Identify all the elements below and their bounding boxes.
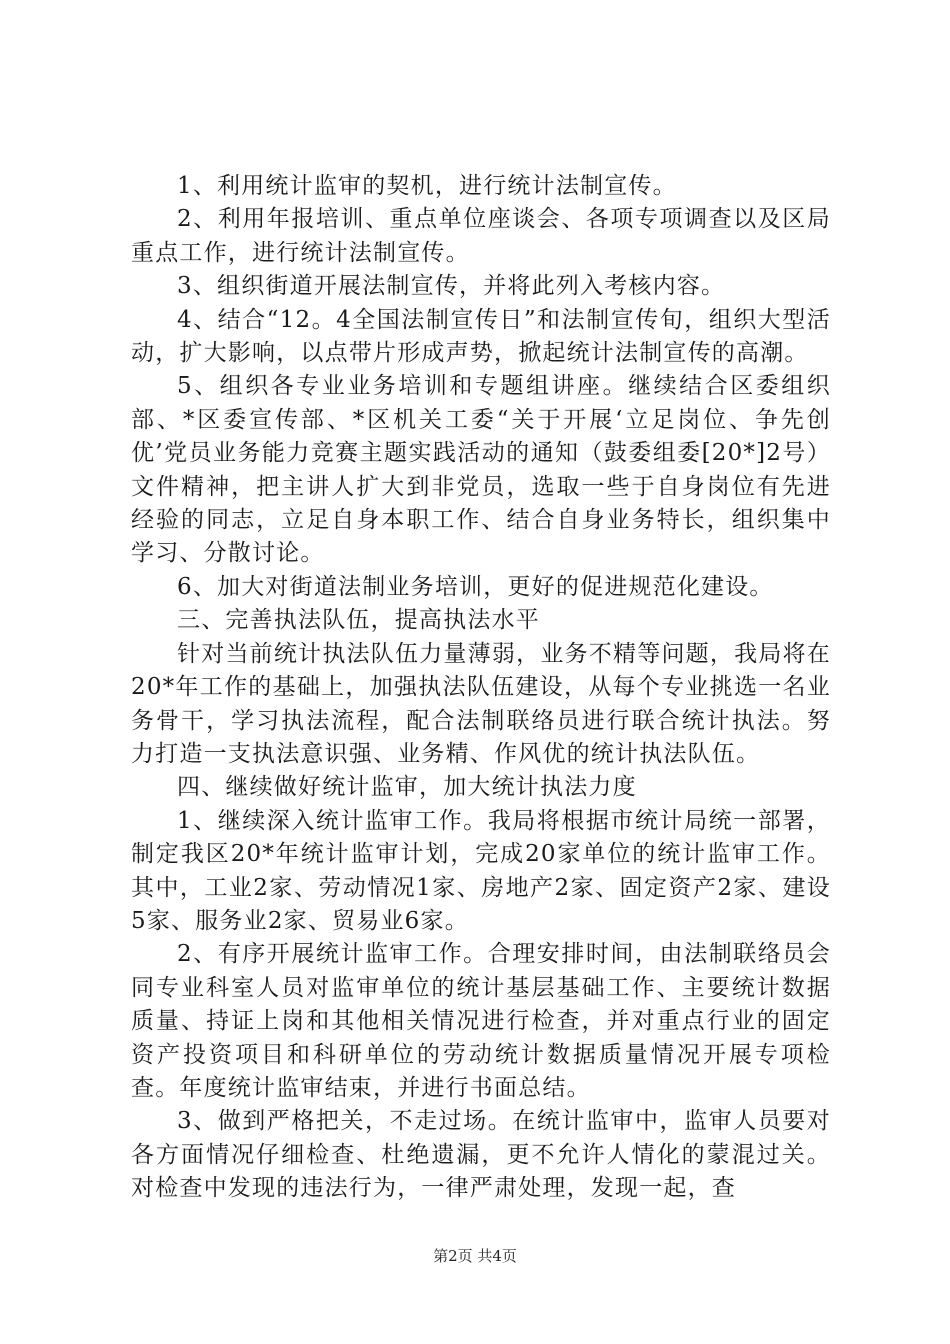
paragraph-audit-2: 2、有序开展统计监审工作。合理安排时间，由法制联络员会同专业科室人员对监审单位的统计基层基础工作、主要统计数据质量、持证上岗和其他相关情况进行检查，并对重点行业的固定资产投资项目和科研单位的劳动统计数据质量情况开展专项检查。年度统计监审结束，并进行书面总结。 bbox=[131, 941, 831, 1101]
paragraph-audit-3: 3、做到严格把关，不走过场。在统计监审中，监审人员要对各方面情况仔细检查、杜绝遗漏，更不允许人情化的蒙混过关。对检查中发现的违法行为，一律严肃处理，发现一起，查 bbox=[131, 1108, 831, 1202]
paragraph-item-2: 2、利用年报培训、重点单位座谈会、各项专项调查以及区局重点工作，进行统计法制宣传。 bbox=[131, 206, 831, 266]
paragraph-audit-1: 1、继续深入统计监审工作。我局将根据市统计局统一部署，制定我区20*年统计监审计划，完成20家单位的统计监审工作。其中，工业2家、劳动情况1家、房地产2家、固定资产2家、建设5家、服务业2家、贸易业6家。 bbox=[131, 807, 831, 934]
document-body bbox=[131, 170, 831, 1206]
paragraph-item-5: 5、组织各专业业务培训和专题组讲座。继续结合区委组织部、*区委宣传部、*区机关工委“关于开展‘立足岗位、争先创优’党员业务能力竞赛主题实践活动的通知（鼓委组委[20*]2号）文件精神，把主讲人扩大到非党员，选取一些于自身岗位有先进经验的同志，立足自身本职工作、结合自身业务特长，组织集中学习、分散讨论。 bbox=[131, 373, 831, 567]
paragraph-law-enforcement-team: 针对当前统计执法队伍力量薄弱，业务不精等问题，我局将在20*年工作的基础上，加强执法队伍建设，从每个专业挑选一名业务骨干，学习执法流程，配合法制联络员进行联合统计执法。努力打造一支执法意识强、业务精、作风优的统计执法队伍。 bbox=[131, 640, 831, 767]
page-number-footer: 第2页 共4页 bbox=[433, 1247, 517, 1265]
section-heading-4: 四、继续做好统计监审，加大统计执法力度 bbox=[177, 774, 637, 801]
paragraph-item-6: 6、加大对街道法制业务培训，更好的促进规范化建设。 bbox=[177, 573, 774, 600]
section-heading-3: 三、完善执法队伍，提高执法水平 bbox=[177, 607, 540, 634]
paragraph-item-3: 3、组织街道开展法制宣传，并将此列入考核内容。 bbox=[177, 273, 726, 300]
paragraph-item-4: 4、结合“12。4全国法制宣传日”和法制宣传旬，组织大型活动，扩大影响，以点带片形成声势，掀起统计法制宣传的高潮。 bbox=[131, 306, 831, 367]
paragraph-item-1: 1、利用统计监审的契机，进行统计法制宣传。 bbox=[177, 173, 677, 199]
